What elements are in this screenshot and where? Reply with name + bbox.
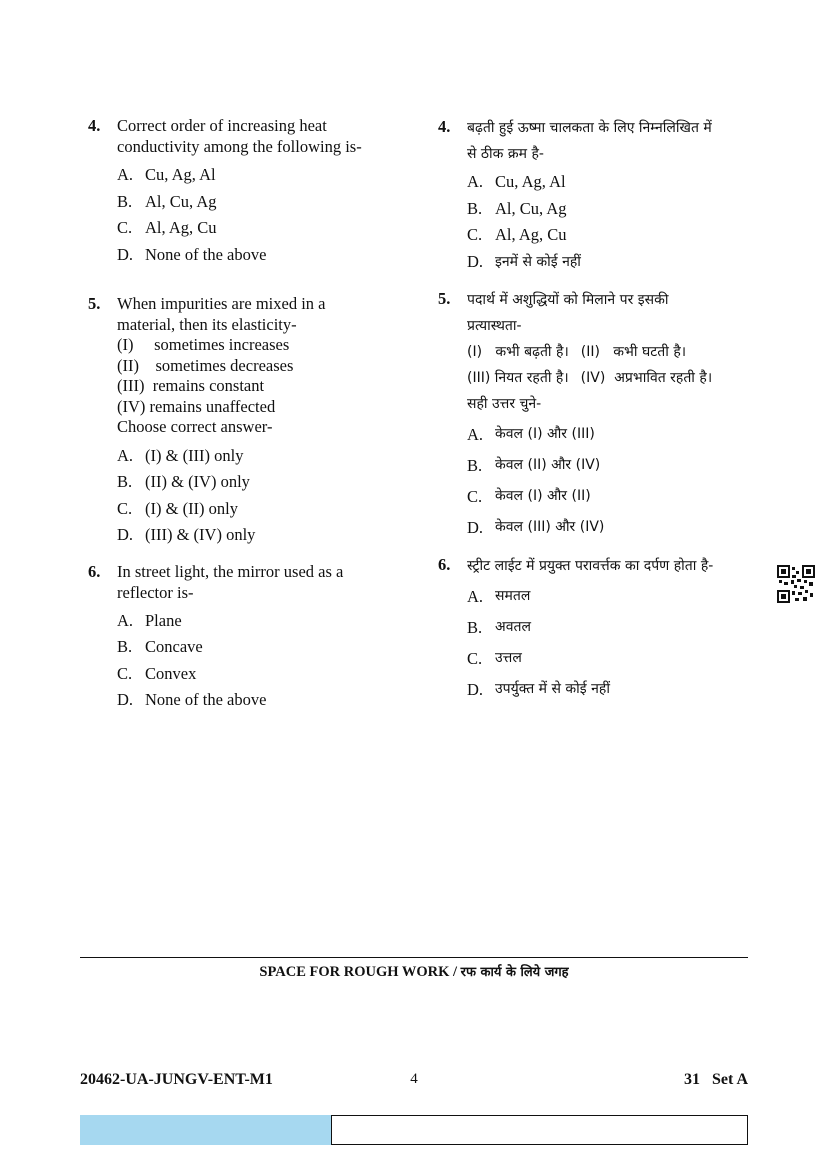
question-4-hi <box>438 115 758 275</box>
question-number: 5. <box>438 289 451 308</box>
question-6-en <box>88 561 408 714</box>
question-number: 4. <box>438 117 451 136</box>
option-c: C. उत्तल <box>467 649 522 668</box>
option-c: C. Al, Ag, Cu <box>467 225 567 244</box>
options <box>117 608 408 714</box>
footer-box <box>331 1115 748 1145</box>
question-text: Correct order of increasing heat conductivity among the following is- <box>117 116 362 156</box>
option-d: D. None of the above <box>117 690 267 709</box>
question-6-hi <box>438 553 758 705</box>
paper-code: 20462-UA-JUNGV-ENT-M1 <box>80 1071 273 1088</box>
option-b: B. अवतल <box>467 618 531 637</box>
option-c: C. Al, Ag, Cu <box>117 218 217 237</box>
question-text: बढ़ती हुई ऊष्मा चालकता के लिए निम्नलिखित में से ठीक क्रम है- <box>467 120 712 162</box>
option-b: B. केवल (II) और (IV) <box>467 456 601 475</box>
options <box>467 169 758 275</box>
question-number: 6. <box>438 555 451 574</box>
statements: (I) sometimes increases (II) sometimes decreases (III) remains constant (IV) remains unaffected Choose correct answer- <box>117 335 294 436</box>
page-number: 4 <box>410 1071 418 1087</box>
question-text: When impurities are mixed in a material, then its elasticity- <box>117 294 326 334</box>
question-number: 4. <box>88 116 101 135</box>
option-d: D. उपर्युक्त में से कोई नहीं <box>467 680 610 699</box>
options <box>117 443 408 549</box>
option-b: B. Al, Cu, Ag <box>117 191 217 211</box>
option-a: A. Plane <box>117 610 182 630</box>
set-label: 31 Set A <box>684 1071 748 1088</box>
options <box>467 581 758 705</box>
option-d: D. None of the above <box>117 244 267 264</box>
option-b: B. Concave <box>117 637 203 656</box>
option-c: C. (I) & (II) only <box>117 498 239 518</box>
option-b: B. (II) & (IV) only <box>117 472 250 491</box>
option-a: A. केवल (I) और (III) <box>467 425 595 444</box>
rough-work-divider <box>80 957 748 958</box>
options <box>467 419 758 543</box>
option-a: A. Cu, Ag, Al <box>117 165 216 184</box>
rough-work-label: SPACE FOR ROUGH WORK / रफ कार्य के लिये जगह <box>259 964 569 980</box>
option-d: D. इनमें से कोई नहीं <box>467 251 581 271</box>
question-number: 5. <box>88 294 101 313</box>
option-a: A. समतल <box>467 587 531 606</box>
question-5-en <box>88 293 408 549</box>
options <box>117 162 408 268</box>
question-5-hi <box>438 287 758 543</box>
question-text: In street light, the mirror used as a reflector is- <box>117 561 344 602</box>
option-c: C. Convex <box>117 663 197 683</box>
question-number: 6. <box>88 561 101 581</box>
question-4-en <box>88 115 408 268</box>
option-b: B. Al, Cu, Ag <box>467 198 567 218</box>
option-a: A. Cu, Ag, Al <box>467 172 566 191</box>
footer-color-bar <box>80 1115 331 1145</box>
question-text: स्ट्रीट लाईट में प्रयुक्त परावर्त्तक का दर्पण होता है- <box>467 558 714 574</box>
option-a: A. (I) & (III) only <box>117 445 244 465</box>
english-column <box>88 115 408 714</box>
question-text: पदार्थ में अशुद्धियों को मिलाने पर इसकी प्रत्यास्थता- <box>467 292 669 334</box>
hindi-column <box>438 115 758 705</box>
option-d: D. (III) & (IV) only <box>117 525 256 544</box>
qr-code-icon <box>777 565 815 603</box>
statements: (I) कभी बढ़ती है। (II) कभी घटती है। (III) नियत रहती है। (IV) अप्रभावित रहती है। सही उत्तर चुने- <box>467 344 713 412</box>
option-d: D. केवल (III) और (IV) <box>467 518 605 537</box>
option-c: C. केवल (I) और (II) <box>467 487 591 506</box>
